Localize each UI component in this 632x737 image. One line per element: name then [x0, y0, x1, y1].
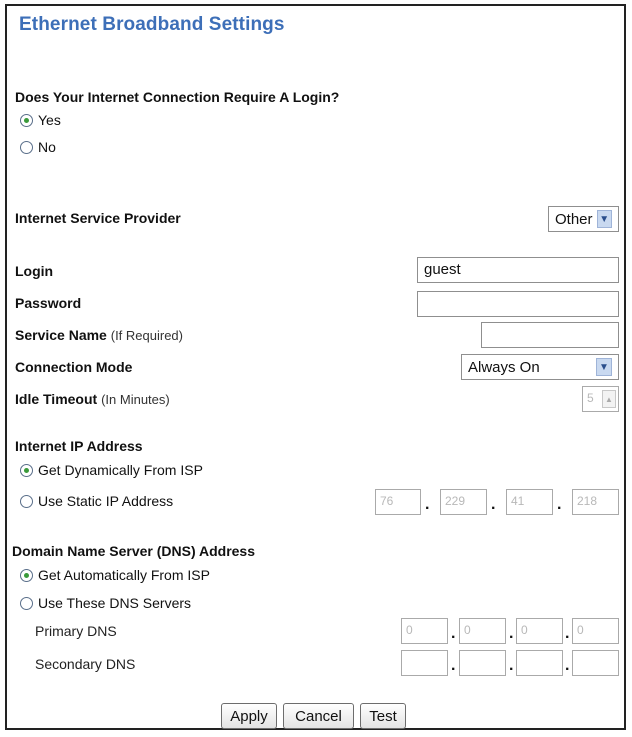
- login-question-label: Does Your Internet Connection Require A Login?: [15, 89, 340, 105]
- ip-dynamic-label: Get Dynamically From ISP: [38, 462, 203, 478]
- isp-select[interactable]: [548, 206, 619, 232]
- octet-separator: .: [565, 657, 570, 674]
- service-name-label: [15, 327, 183, 343]
- octet-separator: .: [565, 625, 570, 642]
- ip-address-label: Internet IP Address: [15, 438, 143, 454]
- chevron-down-icon: ▼: [596, 358, 612, 376]
- spinner-icon: ▲: [602, 390, 616, 408]
- login-yes-label: Yes: [38, 112, 61, 128]
- login-no-label: No: [38, 139, 56, 155]
- login-no-radio[interactable]: [20, 139, 56, 155]
- ip-static-label: Use Static IP Address: [38, 493, 174, 509]
- octet-separator: .: [509, 625, 514, 642]
- octet-separator: .: [451, 657, 456, 674]
- password-label: Password: [15, 295, 82, 311]
- apply-button[interactable]: Apply: [221, 703, 277, 729]
- static-ip-octet-2[interactable]: 229: [440, 489, 487, 515]
- idle-timeout-hint: (In Minutes): [101, 392, 170, 407]
- octet-separator: .: [425, 496, 430, 513]
- login-label: Login: [15, 263, 54, 279]
- page-title: Ethernet Broadband Settings: [19, 14, 285, 35]
- dns-manual-label: Use These DNS Servers: [38, 595, 192, 611]
- primary-dns-octet-2[interactable]: 0: [459, 618, 506, 644]
- static-ip-octet-4[interactable]: 218: [572, 489, 619, 515]
- octet-separator: .: [557, 496, 562, 513]
- octet-separator: .: [509, 657, 514, 674]
- primary-dns-octet-1[interactable]: 0: [401, 618, 448, 644]
- settings-panel: [5, 4, 626, 730]
- radio-unselected-icon: [20, 495, 33, 508]
- service-name-text: Service Name: [15, 327, 107, 343]
- radio-selected-icon: [20, 569, 33, 582]
- login-input[interactable]: guest: [417, 257, 619, 283]
- secondary-dns-octet-4[interactable]: [572, 650, 619, 676]
- dns-manual-radio[interactable]: [20, 595, 191, 611]
- isp-selected-value: Other: [555, 210, 593, 228]
- octet-separator: .: [491, 496, 496, 513]
- primary-dns-octet-4[interactable]: 0: [572, 618, 619, 644]
- service-name-hint: (If Required): [110, 328, 183, 343]
- idle-timeout-label: [15, 391, 170, 407]
- connection-mode-label: Connection Mode: [15, 359, 133, 375]
- chevron-down-icon: ▼: [597, 210, 612, 228]
- cancel-button[interactable]: Cancel: [283, 703, 354, 729]
- service-name-input[interactable]: [481, 322, 619, 348]
- dns-label: Domain Name Server (DNS) Address: [12, 543, 256, 559]
- login-yes-radio[interactable]: [20, 112, 61, 128]
- radio-selected-icon: [20, 114, 33, 127]
- primary-dns-label: Primary DNS: [35, 623, 117, 639]
- static-ip-octet-3[interactable]: 41: [506, 489, 553, 515]
- dns-auto-radio[interactable]: [20, 567, 210, 583]
- radio-unselected-icon: [20, 141, 33, 154]
- dns-auto-label: Get Automatically From ISP: [38, 567, 210, 583]
- idle-timeout-input[interactable]: [582, 386, 619, 412]
- secondary-dns-octet-3[interactable]: [516, 650, 563, 676]
- secondary-dns-label: Secondary DNS: [35, 656, 136, 672]
- connection-mode-select[interactable]: [461, 354, 619, 380]
- isp-label: Internet Service Provider: [15, 210, 181, 226]
- radio-unselected-icon: [20, 597, 33, 610]
- ip-dynamic-radio[interactable]: [20, 462, 203, 478]
- secondary-dns-octet-2[interactable]: [459, 650, 506, 676]
- static-ip-octet-1[interactable]: 76: [375, 489, 421, 515]
- ip-static-radio[interactable]: [20, 493, 173, 509]
- primary-dns-octet-3[interactable]: 0: [516, 618, 563, 644]
- idle-timeout-text: Idle Timeout: [15, 391, 98, 407]
- connection-mode-value: Always On: [468, 358, 540, 376]
- radio-selected-icon: [20, 464, 33, 477]
- test-button[interactable]: Test: [360, 703, 406, 729]
- octet-separator: .: [451, 625, 456, 642]
- secondary-dns-octet-1[interactable]: [401, 650, 448, 676]
- password-input[interactable]: [417, 291, 619, 317]
- idle-timeout-value: 5: [587, 391, 594, 405]
